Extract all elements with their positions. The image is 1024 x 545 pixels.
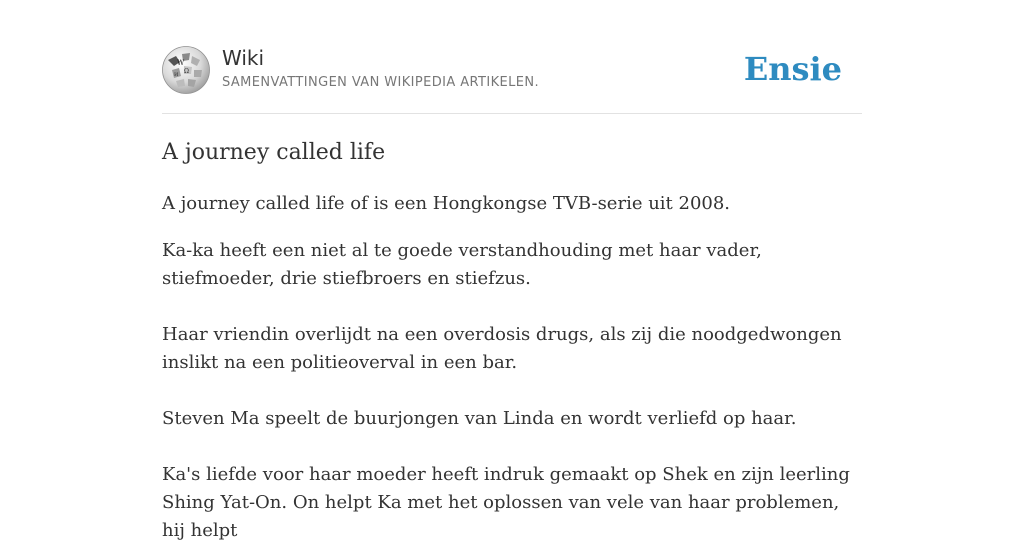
svg-text:И: И: [174, 72, 179, 78]
brand-logo[interactable]: Ensie: [743, 50, 842, 88]
page: [162, 0, 862, 545]
svg-text:W: W: [177, 59, 185, 67]
site-name[interactable]: Wiki: [222, 46, 265, 70]
article-paragraph: Steven Ma speelt de buurjongen van Linda en wordt verliefd op haar.: [162, 408, 797, 429]
article-content: [162, 114, 862, 545]
svg-text:Ω: Ω: [184, 68, 189, 75]
site-header: [162, 0, 862, 114]
article-paragraph: Ka's liefde voor haar moeder heeft indruk gemaakt op Shek en zijn leerling Shing Yat-On. On helpt Ka met het oplossen van vele van haar problemen, hij helpt: [162, 464, 850, 541]
article-paragraph: A journey called life of is een Hongkongse TVB-serie uit 2008.: [162, 193, 731, 214]
wikipedia-globe-icon[interactable]: [162, 46, 210, 94]
article-title: A journey called life: [162, 140, 386, 165]
site-tagline: SAMENVATTINGEN VAN WIKIPEDIA ARTIKELEN.: [222, 75, 540, 90]
article-paragraph: Haar vriendin overlijdt na een overdosis drugs, als zij die noodgedwongen inslikt na een politieoverval in een bar.: [162, 324, 842, 373]
article-paragraph: Ka-ka heeft een niet al te goede verstandhouding met haar vader, stiefmoeder, drie stiefbroers en stiefzus.: [162, 240, 762, 289]
